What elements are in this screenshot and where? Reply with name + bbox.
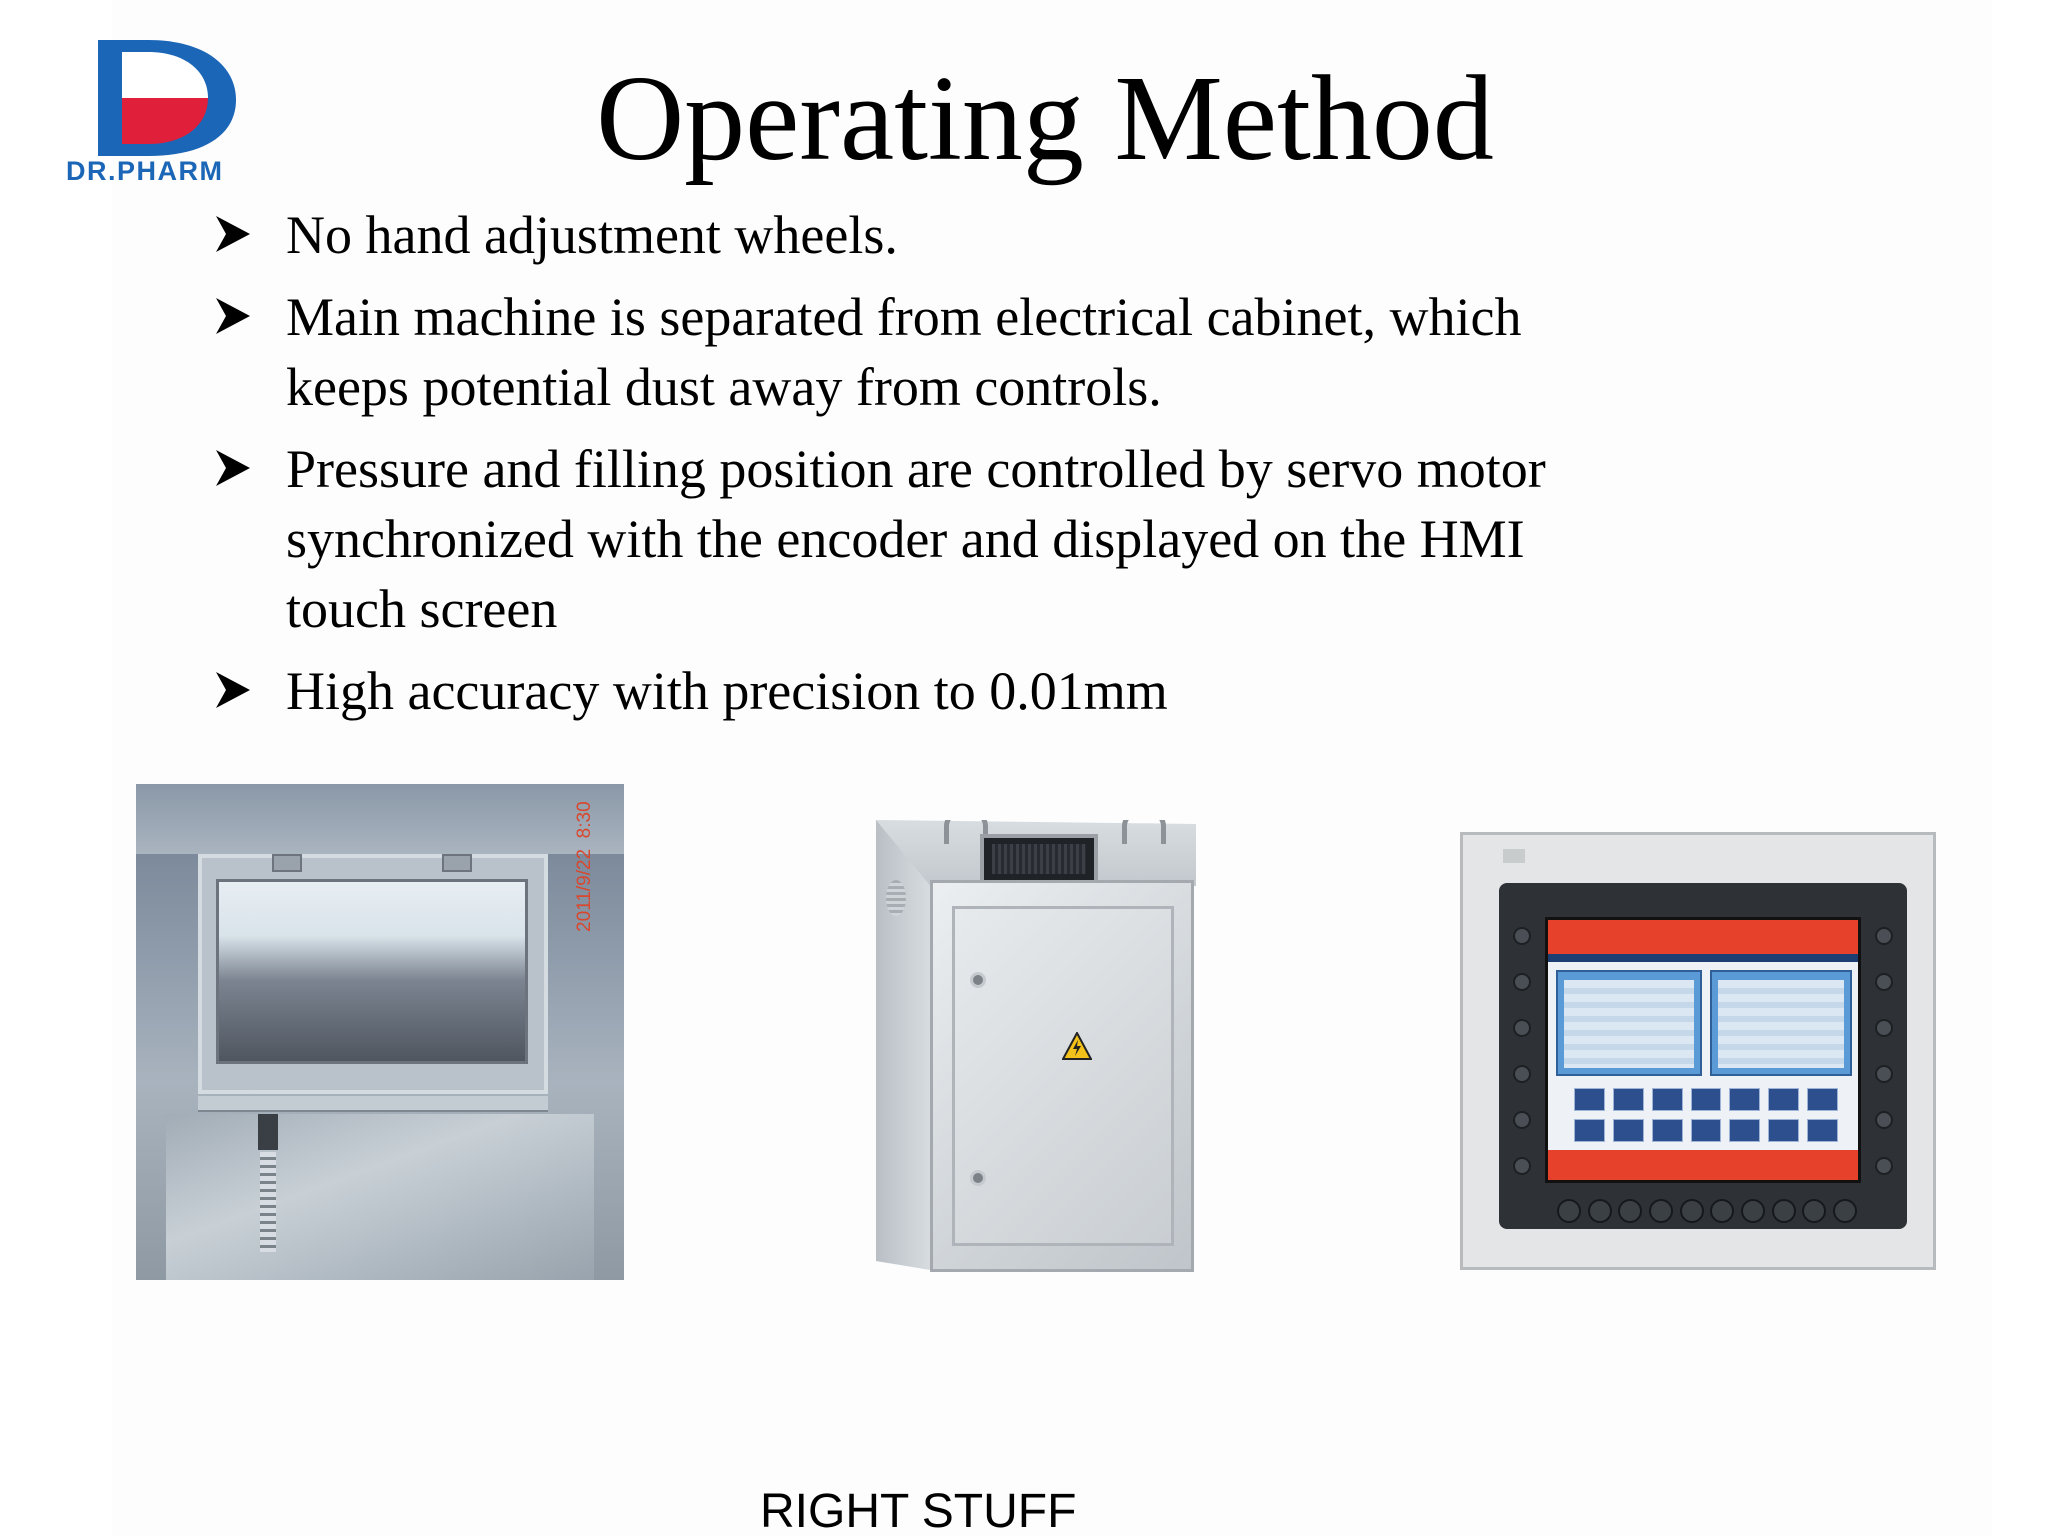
bullet-text: Pressure and filling position are controlled by servo motor synchronized with the encoder and displayed on the HMI touch screen [286, 439, 1546, 639]
bullet-text: Main machine is separated from electrical cabinet, which keeps potential dust away from controls. [286, 287, 1522, 417]
bullet-item [210, 656, 1610, 726]
cabinet-vent [886, 880, 906, 916]
tablet-press-photo [136, 784, 624, 1280]
bullet-item [210, 200, 1610, 270]
bullet-text: High accuracy with precision to 0.01mm [286, 661, 1168, 721]
hmi-function-keys [1557, 1199, 1857, 1223]
press-handle [258, 1114, 278, 1150]
photo-date-stamp: 2011/9/22 8:30 [574, 801, 595, 932]
electrical-cabinet-photo [780, 820, 1250, 1290]
hmi-screen [1545, 917, 1861, 1183]
bullet-list [210, 200, 1610, 738]
high-voltage-warning-icon [1062, 1032, 1092, 1060]
arrowhead-bullet-icon [214, 670, 252, 710]
arrowhead-bullet-icon [214, 214, 252, 254]
cabinet-lock-icon [970, 1170, 986, 1186]
hmi-touch-screen-photo [1460, 832, 1936, 1270]
cabinet-lock-icon [970, 972, 986, 988]
footer-text: RIGHT STUFF [760, 1485, 1077, 1536]
arrowhead-bullet-icon [214, 448, 252, 488]
press-spring [260, 1152, 276, 1252]
bullet-item [210, 434, 1610, 644]
hmi-brand-mark [1503, 849, 1525, 863]
bullet-item [210, 282, 1610, 422]
cabinet-screen [980, 834, 1098, 884]
cabinet-handle [1122, 820, 1166, 844]
press-window [216, 879, 528, 1064]
cabinet-door [952, 906, 1174, 1246]
logo-text: DR.PHARM [66, 156, 224, 186]
slide-title: Operating Method [596, 51, 1494, 186]
bullet-text: No hand adjustment wheels. [286, 205, 898, 265]
arrowhead-bullet-icon [214, 296, 252, 336]
